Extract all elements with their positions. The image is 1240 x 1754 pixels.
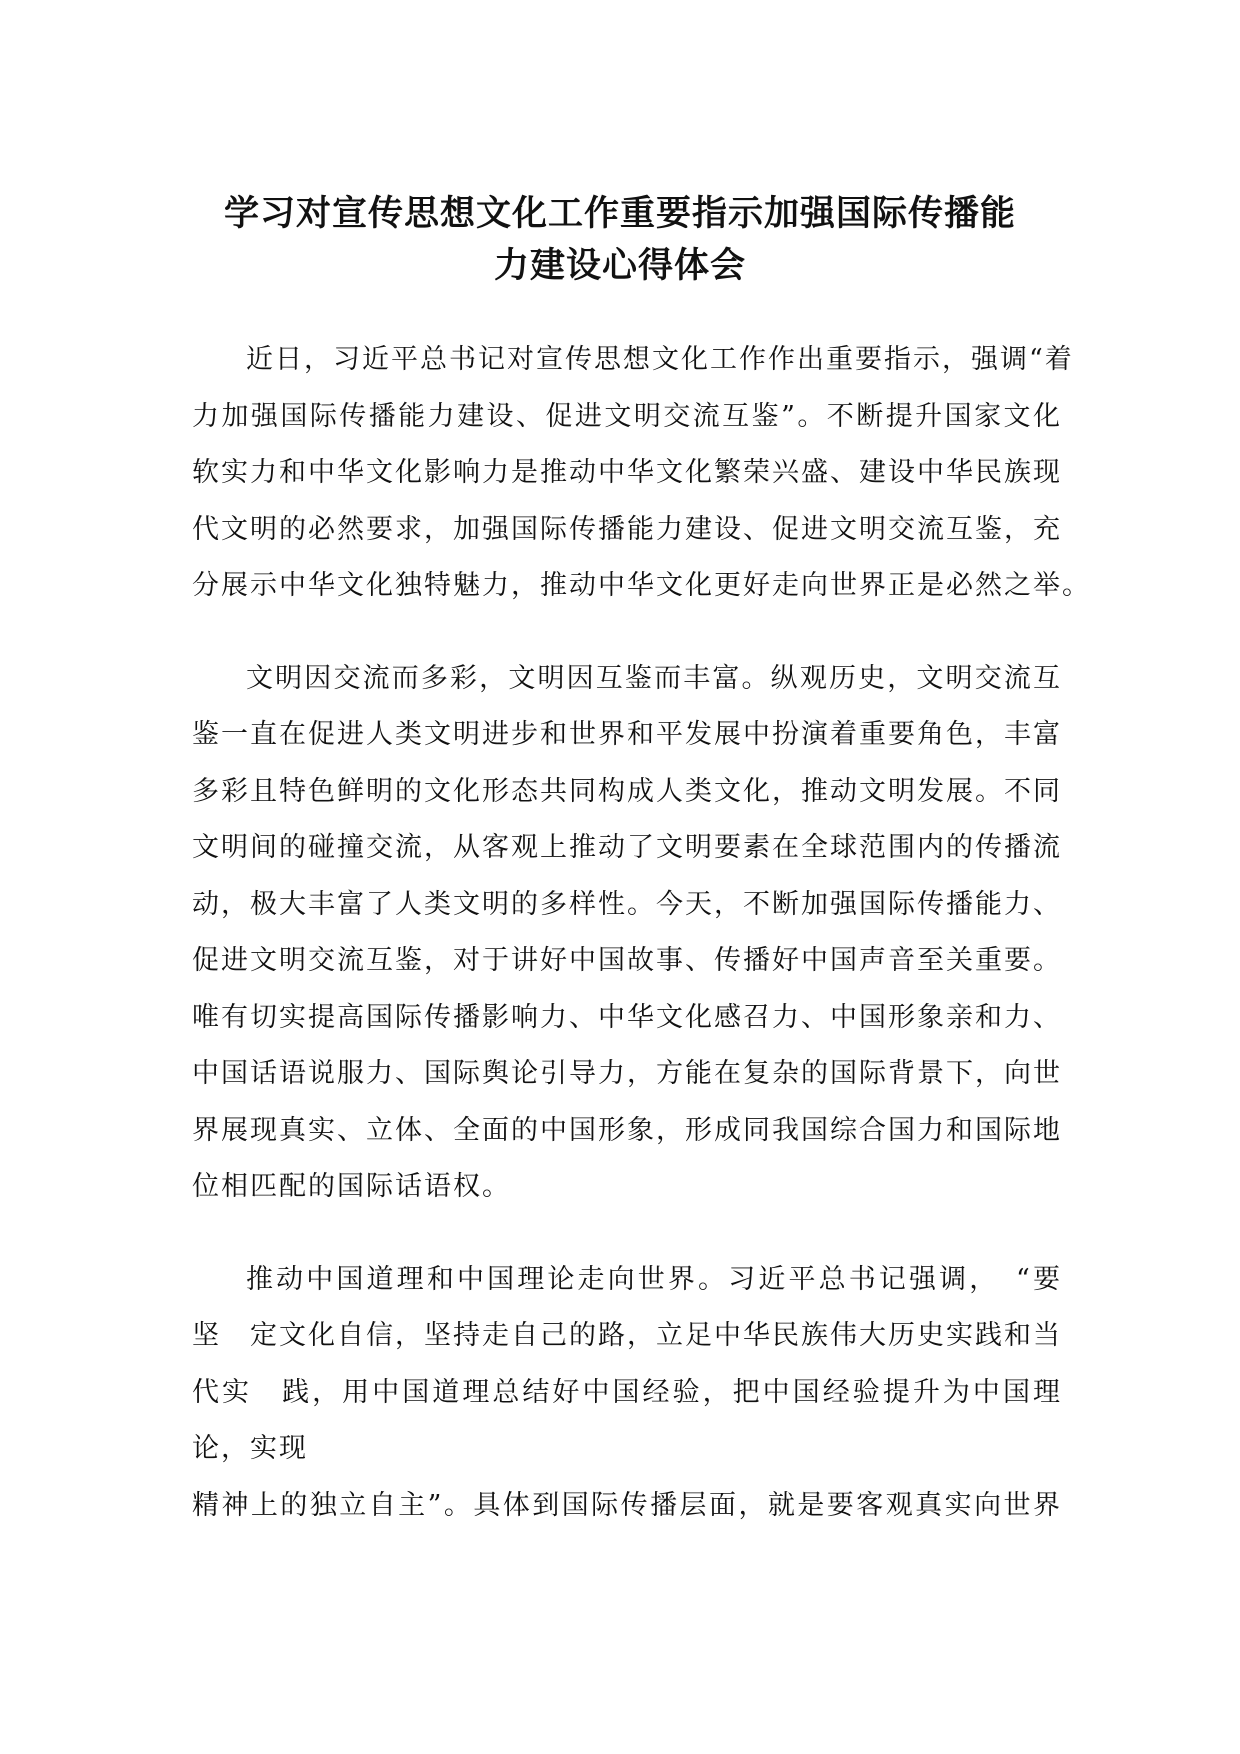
paragraph-line: 多彩且特色鲜明的文化形态共同构成人类文化，推动文明发展。不同 <box>192 775 1062 807</box>
paragraph-line: 代实 践，用中国道理总结好中国经验，把中国经验提升为中国理 <box>192 1376 1062 1408</box>
paragraph-line: 精神上的独立自主”。具体到国际传播层面，就是要客观真实向世界 <box>192 1489 1062 1521</box>
paragraph-1 <box>192 332 1091 615</box>
paragraph-line: 坚 定文化自信，坚持走自己的路，立足中华民族伟大历史实践和当 <box>192 1320 1062 1351</box>
paragraph-line: 促进文明交流互鉴，对于讲好中国故事、传播好中国声音至关重要。 <box>192 945 1062 976</box>
paragraph-line: 分展示中华文化独特魅力，推动中华文化更好走向世界正是必然之举。 <box>192 570 1091 601</box>
paragraph-line: 中国话语说服力、国际舆论引导力，方能在复杂的国际背景下，向世 <box>192 1058 1062 1089</box>
paragraph-line: 唯有切实提高国际传播影响力、中华文化感召力、中国形象亲和力、 <box>192 1001 1062 1033</box>
document-body <box>192 332 1091 1570</box>
paragraph-line: 推动中国道理和中国理论走向世界。习近平总书记强调， “要 <box>246 1263 1062 1295</box>
paragraph-line: 论，实现 <box>192 1433 308 1464</box>
paragraph-line: 力加强国际传播能力建设、促进文明交流互鉴”。不断提升国家文化 <box>192 400 1062 432</box>
paragraph-2 <box>192 651 1062 1216</box>
paragraph-line: 近日，习近平总书记对宣传思想文化工作作出重要指示，强调“着 <box>246 344 1074 375</box>
paragraph-line: 界展现真实、立体、全面的中国形象，形成同我国综合国力和国际地 <box>192 1114 1062 1146</box>
paragraph-line: 位相匹配的国际话语权。 <box>192 1171 511 1202</box>
paragraph-3 <box>192 1252 1062 1535</box>
paragraph-line: 文明间的碰撞交流，从客观上推动了文明要素在全球范围内的传播流 <box>192 832 1062 863</box>
paragraph-line: 动，极大丰富了人类文明的多样性。今天，不断加强国际传播能力、 <box>192 888 1062 920</box>
paragraph-line: 代文明的必然要求，加强国际传播能力建设、促进文明交流互鉴，充 <box>192 513 1062 545</box>
title-line-2: 力建设心得体会 <box>493 246 746 286</box>
paragraph-line: 鉴一直在促进人类文明进步和世界和平发展中扮演着重要角色，丰富 <box>192 719 1062 750</box>
document-title <box>150 188 1090 292</box>
paragraph-line: 软实力和中华文化影响力是推动中华文化繁荣兴盛、建设中华民族现 <box>192 457 1062 488</box>
title-line-1: 学习对宣传思想文化工作重要指示加强国际传播能 <box>223 194 1016 234</box>
paragraph-line: 文明因交流而多彩，文明因互鉴而丰富。纵观历史，文明交流互 <box>246 662 1062 694</box>
